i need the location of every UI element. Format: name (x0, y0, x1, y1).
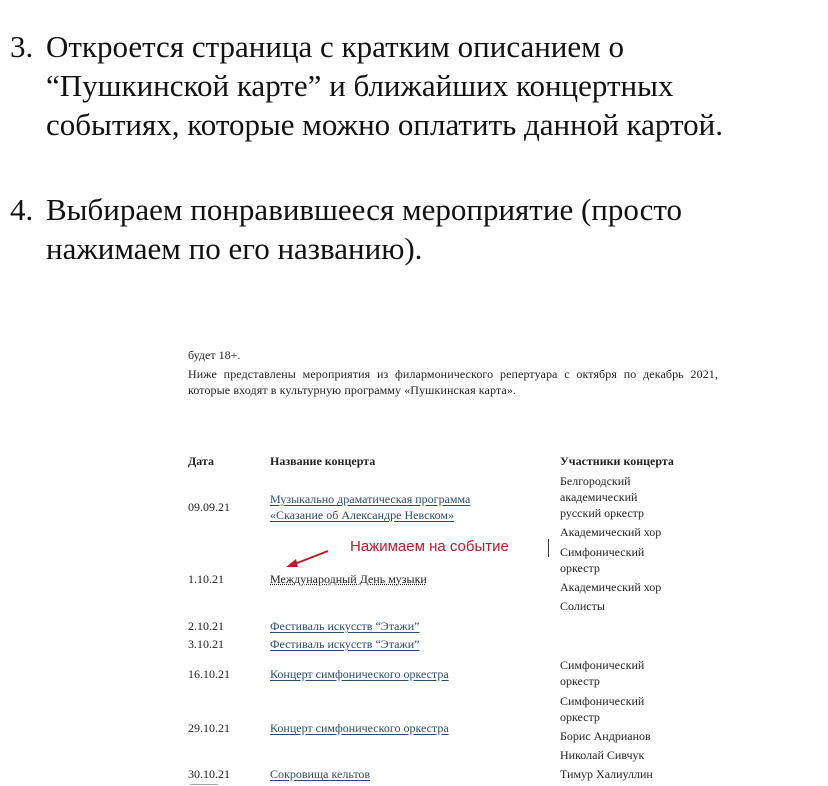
event-title-line[interactable]: Фестиваль искусств “Этажи” (270, 637, 420, 651)
text-cursor (548, 539, 549, 557)
event-link[interactable] (270, 666, 449, 682)
participant: оркестр (560, 561, 600, 575)
intro-paragraph: Ниже представлены мероприятия из филармонического репертуара с октября по декабрь 2021, которые входят в культурную программу «Пушкинская карта». (188, 367, 718, 397)
age-note: будет 18+. (188, 348, 241, 362)
step-line: событиях, которые можно оплатить данной картой. (46, 107, 723, 142)
event-title-line[interactable]: Международный День музыки (270, 572, 427, 586)
event-date: 29.10.21 (188, 721, 230, 735)
participant: Солисты (560, 599, 605, 613)
event-title-line[interactable]: Концерт симфонического оркестра (270, 667, 449, 681)
participant: Симфонический (560, 694, 645, 708)
event-title-line[interactable]: Музыкально драматическая программа (270, 492, 471, 506)
event-title-line[interactable]: Фестиваль искусств “Этажи” (270, 619, 420, 633)
annotation-label: Нажимаем на событие (350, 538, 509, 555)
event-date: 2.10.21 (188, 619, 224, 633)
event-title-line[interactable]: «Сказание об Александре Невском» (270, 508, 454, 522)
participant: Симфонический (560, 658, 645, 672)
participant: Симфонический (560, 545, 645, 559)
step-text (46, 190, 682, 268)
event-participants (560, 693, 720, 763)
participant: Белгородский (560, 474, 631, 488)
header-date: Дата (188, 454, 214, 468)
event-participants (560, 544, 720, 614)
participant: Академический хор (560, 580, 662, 594)
event-title-line[interactable]: Сокровища кельтов (270, 767, 371, 781)
event-date: 3.10.21 (188, 637, 224, 651)
step-line: Откроется страница с кратким описанием о (46, 29, 625, 64)
step-line: нажимаем по его названию). (46, 231, 423, 266)
red-arrow-icon (284, 548, 332, 570)
step-number: 3. (10, 29, 34, 64)
event-date: 1.10.21 (188, 572, 224, 586)
participant: Тимур Халиуллин (560, 767, 653, 781)
participant: оркестр (560, 710, 600, 724)
event-link[interactable] (270, 618, 419, 634)
event-date: 09.09.21 (188, 500, 230, 514)
event-participants (560, 657, 720, 689)
event-link[interactable] (270, 766, 370, 782)
step-line: Выбираем понравившееся мероприятие (просто (46, 192, 683, 227)
participant: Николай Сивчук (560, 748, 645, 762)
event-participants (560, 473, 720, 540)
divider (190, 784, 218, 785)
participant: русский оркестр (560, 506, 645, 520)
participant: оркестр (560, 674, 600, 688)
step-text (46, 27, 723, 144)
event-link[interactable] (270, 720, 449, 736)
event-date: 30.10.21 (188, 767, 230, 781)
event-participants (560, 766, 720, 782)
participant: академический (560, 490, 638, 504)
event-date: 16.10.21 (188, 667, 230, 681)
header-title: Название концерта (270, 454, 376, 468)
participant: Борис Андрианов (560, 729, 651, 743)
event-title-line[interactable]: Концерт симфонического оркестра (270, 721, 449, 735)
step-number: 4. (10, 192, 34, 227)
event-link[interactable] (270, 636, 419, 652)
header-participants: Участники концерта (560, 454, 674, 468)
event-link[interactable] (270, 571, 427, 587)
participant: Академический хор (560, 525, 662, 539)
step-line: “Пушкинской карте” и ближайших концертных (46, 68, 674, 103)
event-link[interactable] (270, 491, 470, 523)
